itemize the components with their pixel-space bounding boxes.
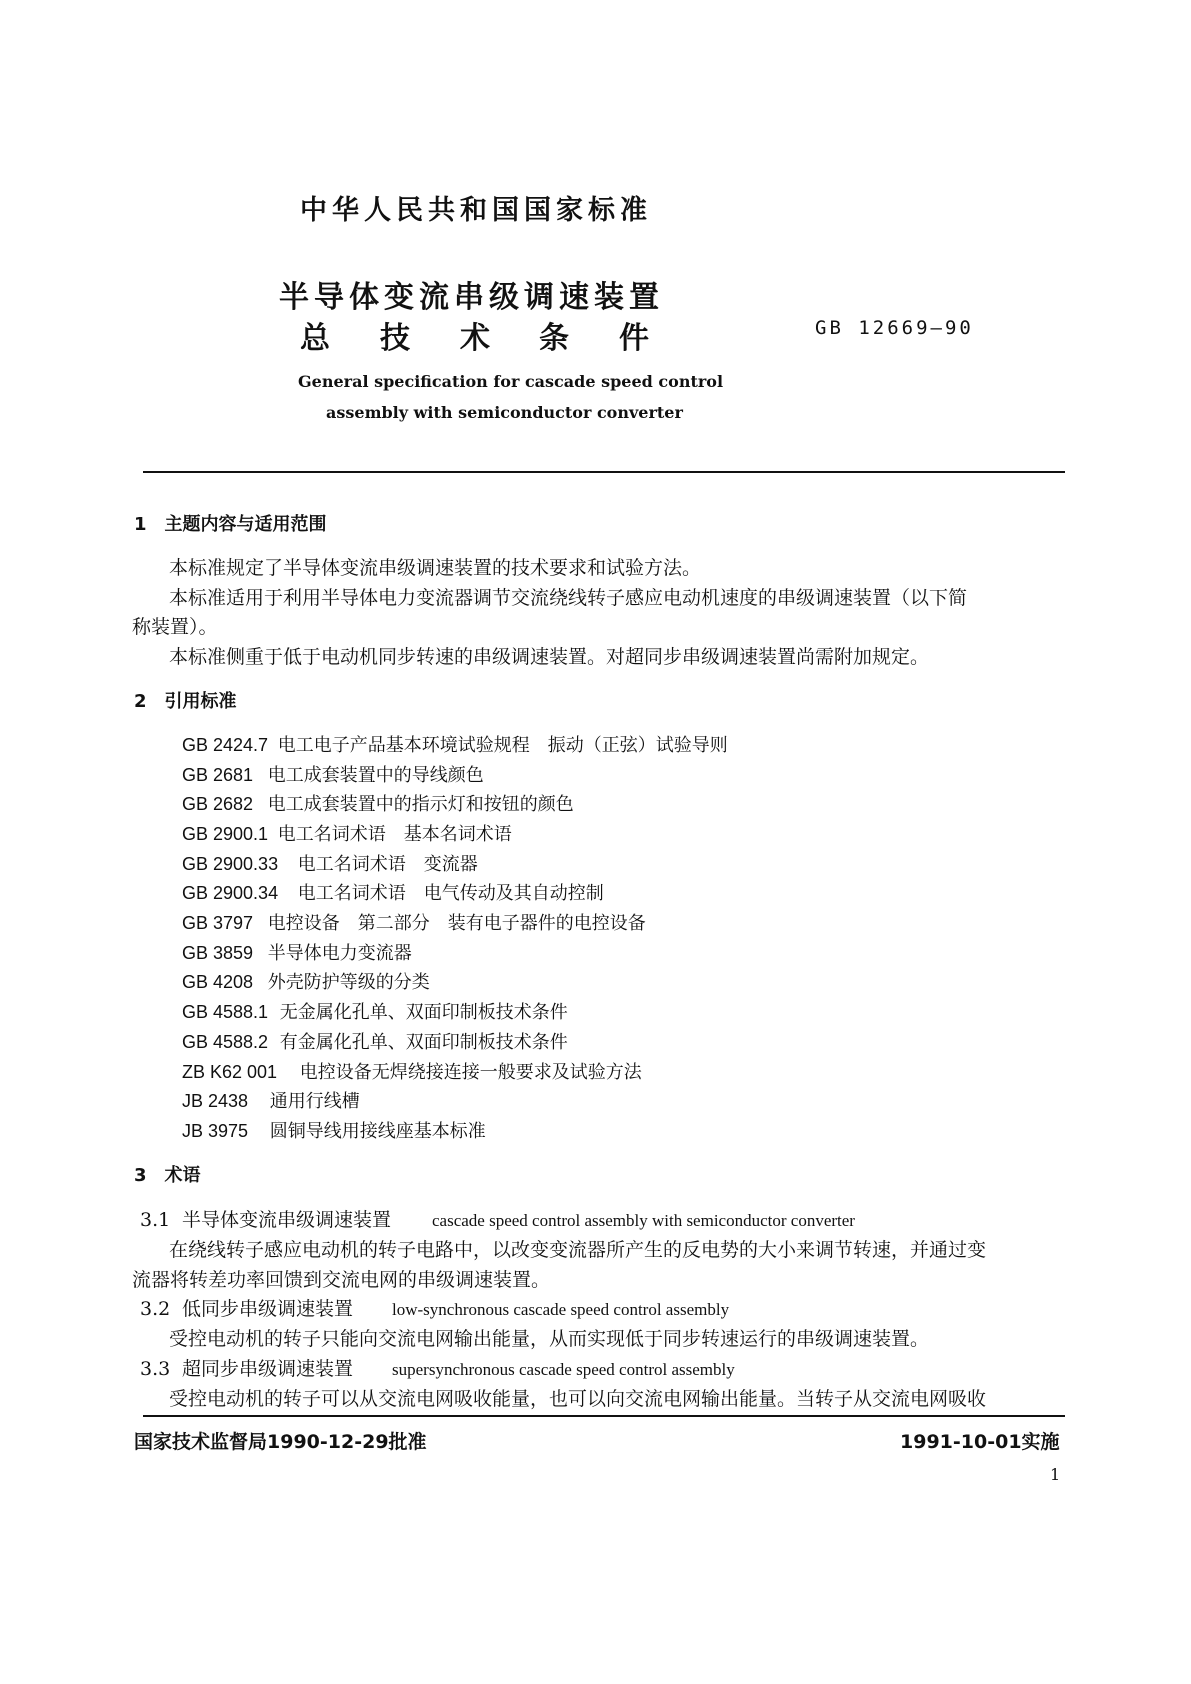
title-line-1: 半导体变流串级调速装置 <box>279 280 664 315</box>
term-3-2 <box>140 1294 729 1321</box>
reference-title: 圆铜导线用接线座基本标准 <box>269 1121 486 1142</box>
reference-item <box>182 968 430 994</box>
effective-date-line: 1991-10-01实施 <box>900 1431 1060 1453</box>
reference-title: 电工名词术语 基本名词术语 <box>277 824 512 845</box>
reference-item <box>182 1028 568 1054</box>
section-1-para-2-line-1: 本标准适用于利用半导体电力变流器调节交流绕线转子感应电动机速度的串级调速装置（以下简 <box>169 587 968 609</box>
reference-title: 电工成套装置中的导线颜色 <box>267 765 484 786</box>
reference-code: GB 4588.2 <box>182 1032 269 1052</box>
reference-title: 无金属化孔单、双面印制板技术条件 <box>279 1002 568 1023</box>
section-2-heading: 2 引用标准 <box>134 691 237 712</box>
reference-item <box>182 879 604 905</box>
english-title-line-2: assembly with semiconductor converter <box>326 403 683 422</box>
reference-item <box>182 939 412 965</box>
reference-code: GB 4208 <box>182 972 254 992</box>
term-number: 3.1 <box>140 1209 171 1231</box>
reference-item <box>182 761 484 787</box>
national-standard-heading: 中华人民共和国国家标准 <box>300 195 652 226</box>
reference-code: GB 3859 <box>182 943 254 963</box>
reference-title: 电工名词术语 变流器 <box>297 854 478 875</box>
reference-title: 电工名词术语 电气传动及其自动控制 <box>297 883 604 904</box>
reference-code: GB 2900.33 <box>182 854 279 874</box>
reference-code: JB 2438 <box>182 1091 249 1111</box>
title-char: 条 <box>539 321 574 356</box>
reference-item <box>182 731 728 757</box>
term-chinese: 超同步串级调速装置 <box>182 1358 354 1380</box>
section-1-para-2-line-2: 称装置）。 <box>132 616 218 638</box>
header-divider <box>143 471 1065 473</box>
reference-item <box>182 1058 642 1084</box>
reference-title: 电工成套装置中的指示灯和按钮的颜色 <box>267 794 574 815</box>
reference-item <box>182 850 478 876</box>
term-english: supersynchronous cascade speed control assembly <box>392 1360 735 1379</box>
term-3-1 <box>140 1205 855 1232</box>
section-1-para-1: 本标准规定了半导体变流串级调速装置的技术要求和试验方法。 <box>169 557 702 579</box>
reference-title: 有金属化孔单、双面印制板技术条件 <box>279 1032 568 1053</box>
english-title-line-1: General specification for cascade speed control <box>298 372 724 391</box>
term-number: 3.2 <box>140 1298 171 1320</box>
reference-title: 电控设备无焊绕接连接一般要求及试验方法 <box>299 1062 642 1083</box>
page-number: 1 <box>1050 1465 1061 1484</box>
reference-item <box>182 1117 486 1143</box>
title-char: 总 <box>300 321 335 356</box>
reference-title: 半导体电力变流器 <box>267 943 412 964</box>
term-3-1-definition-line-1: 在绕线转子感应电动机的转子电路中，以改变变流器所产生的反电势的大小来调节转速，并通过变 <box>169 1239 987 1261</box>
term-english: low-synchronous cascade speed control assembly <box>392 1300 730 1319</box>
term-3-3-definition: 受控电动机的转子可以从交流电网吸收能量，也可以向交流电网输出能量。当转子从交流电网吸收 <box>169 1388 987 1410</box>
term-3-1-definition-line-2: 流器将转差功率回馈到交流电网的串级调速装置。 <box>132 1269 551 1291</box>
standard-number: GB 12669—90 <box>815 317 974 339</box>
reference-code: GB 4588.1 <box>182 1002 269 1022</box>
term-number: 3.3 <box>140 1358 171 1380</box>
term-3-2-definition: 受控电动机的转子只能向交流电网输出能量，从而实现低于同步转速运行的串级调速装置。 <box>169 1328 930 1350</box>
reference-item <box>182 790 574 816</box>
reference-item <box>182 998 568 1024</box>
section-1-para-3: 本标准侧重于低于电动机同步转速的串级调速装置。对超同步串级调速装置尚需附加规定。 <box>169 646 930 668</box>
reference-code: JB 3975 <box>182 1121 249 1141</box>
term-chinese: 低同步串级调速装置 <box>182 1298 354 1320</box>
reference-title: 电控设备 第二部分 装有电子器件的电控设备 <box>267 913 646 934</box>
reference-title: 通用行线槽 <box>269 1091 360 1112</box>
reference-code: GB 2682 <box>182 794 254 814</box>
term-3-3 <box>140 1354 735 1381</box>
title-char: 件 <box>619 321 654 356</box>
reference-item <box>182 820 512 846</box>
reference-code: GB 3797 <box>182 913 254 933</box>
reference-item <box>182 1087 360 1113</box>
reference-code: GB 2424.7 <box>182 735 269 755</box>
term-english: cascade speed control assembly with semiconductor converter <box>432 1211 855 1230</box>
reference-code: GB 2900.1 <box>182 824 269 844</box>
reference-item <box>182 909 646 935</box>
reference-code: GB 2681 <box>182 765 254 785</box>
title-char: 术 <box>460 321 495 356</box>
footer-divider <box>143 1415 1065 1417</box>
reference-code: GB 2900.34 <box>182 883 279 903</box>
reference-title: 电工电子产品基本环境试验规程 振动（正弦）试验导则 <box>277 735 728 756</box>
reference-code: ZB K62 001 <box>182 1062 278 1082</box>
approval-line: 国家技术监督局1990-12-29批准 <box>134 1431 427 1453</box>
term-chinese: 半导体变流串级调速装置 <box>182 1209 392 1231</box>
title-char: 技 <box>380 321 415 356</box>
section-3-heading: 3 术语 <box>134 1165 201 1186</box>
reference-title: 外壳防护等级的分类 <box>267 972 430 993</box>
section-1-heading: 1 主题内容与适用范围 <box>134 514 327 535</box>
